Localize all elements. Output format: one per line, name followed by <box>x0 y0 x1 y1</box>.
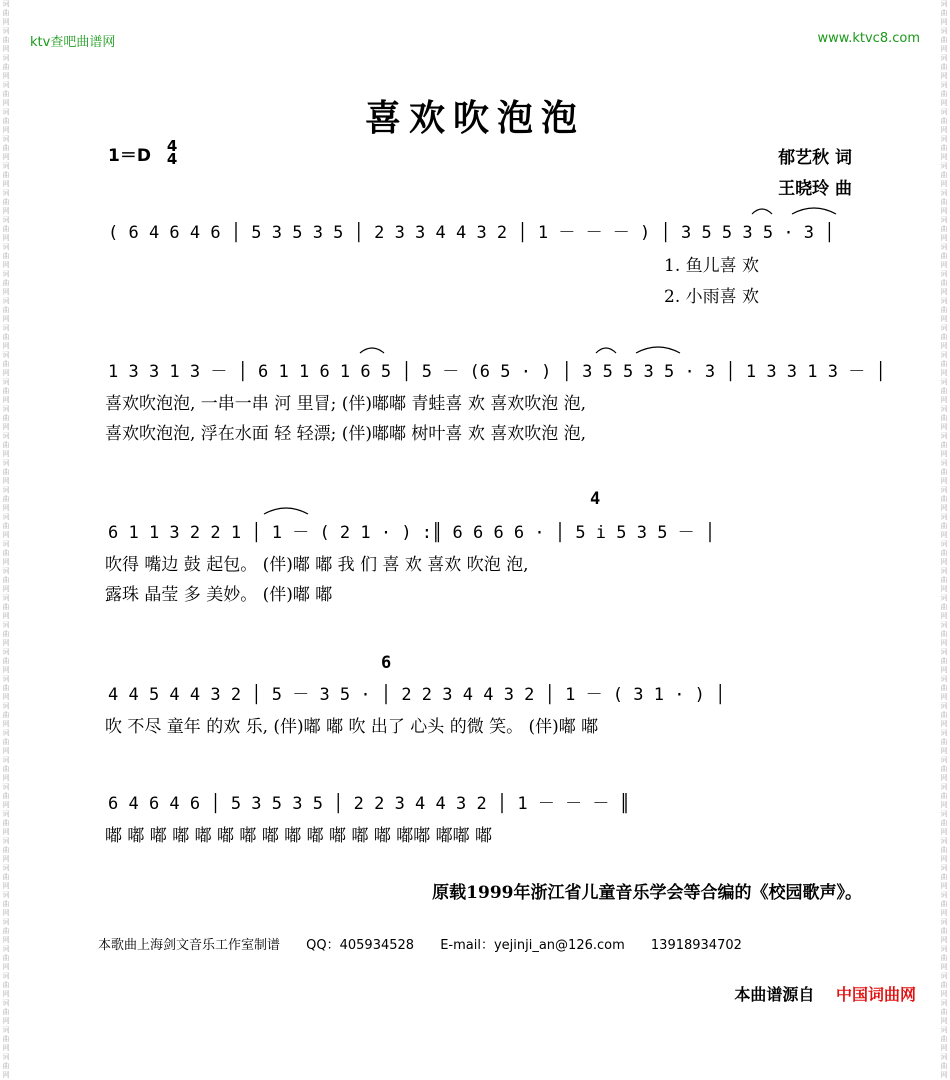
slur-mark <box>792 208 836 214</box>
slur-mark <box>636 347 680 353</box>
lyricist-credit: 郁艺秋 词 <box>778 148 852 168</box>
studio-credit: 本歌曲上海剑文音乐工作室制谱 <box>98 938 281 953</box>
origin-site-link[interactable]: 中国词曲网 <box>835 985 916 1004</box>
slur-mark <box>264 508 308 514</box>
email-contact[interactable]: E-mail：yejinji_an@126.com <box>440 938 625 953</box>
time-bottom: 4 <box>166 150 178 168</box>
composer-credit: 王晓玲 曲 <box>778 179 852 199</box>
lyric-2-verse-1: 喜欢吹泡泡, 一串一串 河 里冒; (伴)嘟嘟 青蛙喜 欢 喜欢吹泡 泡, <box>105 394 587 414</box>
slur-mark <box>596 348 616 353</box>
notation-line-4: 4 4 5 4 4 3 2 │ 5 － 3 5 · │ 2 2 3 4 4 3 2 │ 1 － ( 3 1 · ) │ <box>108 685 726 705</box>
qq-contact: QQ：405934528 <box>306 938 415 953</box>
lyric-1-verse-1: 1. 鱼儿喜 欢 <box>664 256 760 276</box>
notation-3-upper: 4 <box>590 489 601 509</box>
notation-line-5: 6 4 6 4 6 │ 5 3 5 3 5 │ 2 2 3 4 4 3 2 │ 1 － － － ║ <box>108 794 630 814</box>
slur-mark <box>360 348 384 353</box>
slur-mark <box>752 209 772 214</box>
lyric-1-verse-2: 2. 小雨喜 欢 <box>664 287 760 307</box>
time-top: 4 <box>166 137 178 155</box>
notation-4-upper: 6 <box>381 653 392 673</box>
side-watermark-right: 词曲网词曲网词曲网词曲网词曲网词曲网词曲网词曲网词曲网词曲网词曲网词曲网词曲网词曲网词曲网词曲网词曲网词曲网词曲网词曲网词曲网词曲网词曲网词曲网词曲网词曲网词曲网词曲网词曲网词曲网词曲网词曲网词曲网词曲网词曲网词曲网词曲网词曲网词曲网词曲网 <box>940 0 948 1079</box>
lyric-2-verse-2: 喜欢吹泡泡, 浮在水面 轻 轻漂; (伴)嘟嘟 树叶喜 欢 喜欢吹泡 泡, <box>105 424 587 444</box>
header-site-right[interactable]: www.ktvc8.com <box>817 31 920 46</box>
lyric-4-verse-1: 吹 不尽 童年 的欢 乐, (伴)嘟 嘟 吹 出了 心头 的微 笑。 (伴)嘟 嘟 <box>105 717 599 737</box>
side-watermark-left: 词曲网词曲网词曲网词曲网词曲网词曲网词曲网词曲网词曲网词曲网词曲网词曲网词曲网词曲网词曲网词曲网词曲网词曲网词曲网词曲网词曲网词曲网词曲网词曲网词曲网词曲网词曲网词曲网词曲网词曲网词曲网词曲网词曲网词曲网词曲网词曲网词曲网词曲网词曲网词曲网 <box>2 0 10 1079</box>
lyric-3-verse-1: 吹得 嘴边 鼓 起包。 (伴)嘟 嘟 我 们 喜 欢 喜欢 吹泡 泡, <box>105 555 529 575</box>
lyric-5-verse-1: 嘟 嘟 嘟 嘟 嘟 嘟 嘟 嘟 嘟 嘟 嘟 嘟 嘟 嘟嘟 嘟嘟 嘟 <box>105 826 493 846</box>
header-site-left[interactable]: ktv查吧曲谱网 <box>30 35 116 50</box>
origin-label: 本曲谱源自 <box>734 985 815 1004</box>
song-title: 喜欢吹泡泡 <box>364 97 585 139</box>
notation-line-3: 6 1 1 3 2 2 1 │ 1 － ( 2 1 · ) :║ 6 6 6 6 · │ 5 i 5 3 5 － │ <box>108 523 716 543</box>
key-label: 1＝D <box>108 145 151 166</box>
lyric-3-verse-2: 露珠 晶莹 多 美妙。 (伴)嘟 嘟 <box>105 585 333 605</box>
notation-line-1: ( 6 4 6 4 6 │ 5 3 5 3 5 │ 2 3 3 4 4 3 2 │ 1 － － － ) │ 3 5 5 3 5 · 3 │ <box>108 223 835 243</box>
source-note: 原载1999年浙江省儿童音乐学会等合编的《校园歌声》。 <box>432 883 862 903</box>
phone-contact: 13918934702 <box>650 938 742 953</box>
notation-line-2: 1 3 3 1 3 － │ 6 1 1 6 1 6 5 │ 5 － (6 5 · ) │ 3 5 5 3 5 · 3 │ 1 3 3 1 3 － │ <box>108 362 886 382</box>
